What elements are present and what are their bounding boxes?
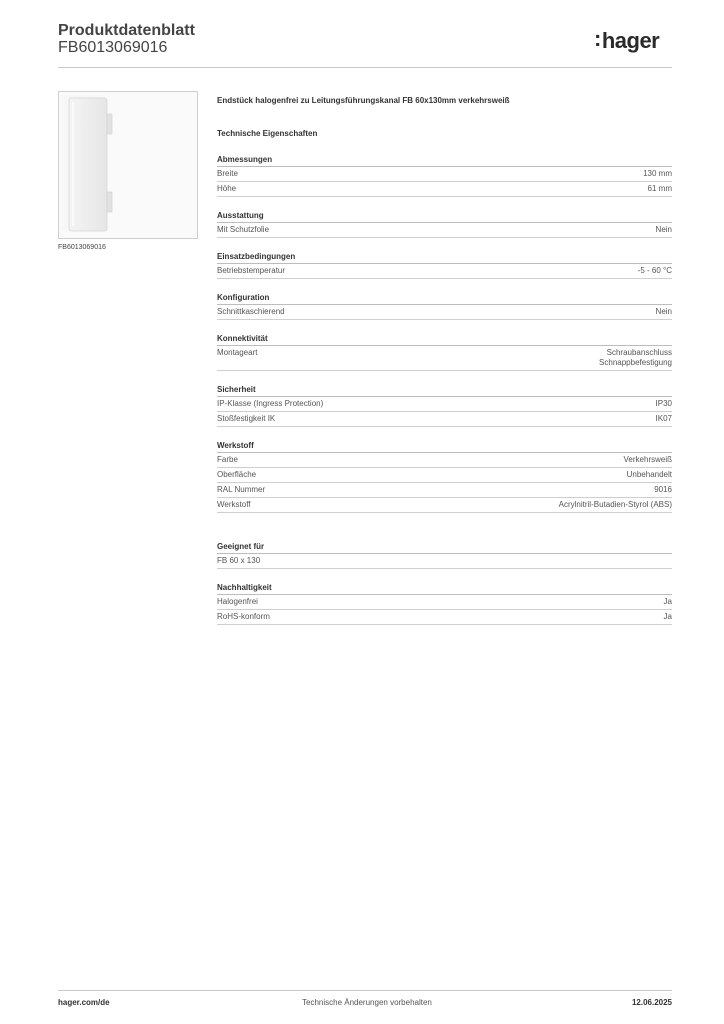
property-row	[217, 167, 672, 182]
property-section	[217, 441, 672, 513]
property-value	[656, 414, 672, 424]
property-row	[217, 264, 672, 279]
image-caption: FB6013069016	[58, 244, 106, 251]
header-divider	[58, 67, 672, 68]
logo-dots: :	[594, 26, 601, 51]
property-row	[217, 397, 672, 412]
property-label: RAL Nummer	[217, 485, 266, 494]
section-title: Konfiguration	[217, 293, 672, 305]
property-section	[217, 542, 672, 569]
technical-data	[217, 96, 672, 625]
property-label: RoHS-konform	[217, 612, 270, 621]
property-label: IP-Klasse (Ingress Protection)	[217, 399, 324, 408]
property-section	[217, 211, 672, 238]
property-label: Schnittkaschierend	[217, 307, 285, 316]
article-number: FB6013069016	[58, 39, 168, 56]
property-value-line: Schraubanschluss	[606, 348, 672, 357]
section-title: Einsatzbedingungen	[217, 252, 672, 264]
logo-text: hager	[601, 28, 660, 53]
property-value-line: Nein	[655, 307, 672, 316]
property-value	[654, 485, 672, 495]
footer-date: 12.06.2025	[631, 998, 672, 1007]
footer-divider	[58, 990, 672, 991]
property-section	[217, 252, 672, 279]
property-value	[656, 225, 672, 235]
tech-properties-title: Technische Eigenschaften	[217, 129, 318, 138]
property-row	[217, 223, 672, 238]
property-label: Montageart	[217, 348, 258, 357]
section-title: Geeignet für	[217, 542, 672, 554]
property-row	[217, 346, 672, 371]
property-label: Stoßfestigkeit IK	[217, 414, 276, 423]
property-value	[656, 307, 672, 317]
property-row	[217, 453, 672, 468]
property-row	[217, 610, 672, 625]
property-section	[217, 583, 672, 625]
hager-logo	[594, 28, 659, 54]
property-row	[217, 412, 672, 427]
footer-disclaimer: Technische Änderungen vorbehalten	[302, 998, 432, 1007]
property-row	[217, 483, 672, 498]
property-value	[627, 470, 672, 480]
property-value-line: 130 mm	[643, 169, 672, 178]
property-row	[217, 305, 672, 320]
property-label: Werkstoff	[217, 500, 251, 509]
property-row	[217, 595, 672, 610]
property-label: Farbe	[217, 455, 238, 464]
property-value-line: Schnappbefestigung	[599, 358, 672, 367]
footer-website: hager.com/de	[58, 998, 110, 1007]
product-name: Endstück halogenfrei zu Leitungsführungskanal FB 60x130mm verkehrsweiß	[217, 96, 510, 105]
property-value-line: IK07	[655, 414, 672, 423]
property-value-line: Unbehandelt	[626, 470, 672, 479]
property-value-line: IP30	[655, 399, 672, 408]
property-label: Breite	[217, 169, 238, 178]
property-row	[217, 468, 672, 483]
property-label: Betriebstemperatur	[217, 266, 286, 275]
property-value	[643, 169, 672, 179]
property-section	[217, 155, 672, 197]
property-value-line: Nein	[655, 225, 672, 234]
section-title: Werkstoff	[217, 441, 672, 453]
property-value-line: Verkehrsweiß	[623, 455, 672, 464]
section-title: Abmessungen	[217, 155, 672, 167]
property-sections	[217, 155, 672, 625]
property-value-line: 9016	[654, 485, 672, 494]
property-label: Halogenfrei	[217, 597, 258, 606]
property-label: Höhe	[217, 184, 237, 193]
page-title: Produktdatenblatt	[58, 22, 195, 39]
product-image	[58, 91, 198, 239]
property-value-line: Ja	[663, 612, 672, 621]
property-section	[217, 334, 672, 371]
section-title: Nachhaltigkeit	[217, 583, 672, 595]
property-value-line: Acrylnitril-Butadien-Styrol (ABS)	[558, 500, 672, 509]
property-value	[559, 500, 672, 510]
section-title: Ausstattung	[217, 211, 672, 223]
property-section	[217, 385, 672, 427]
property-value	[664, 597, 672, 607]
property-row	[217, 498, 672, 513]
property-row	[217, 182, 672, 197]
property-value	[624, 455, 672, 465]
property-label: Mit Schutzfolie	[217, 225, 270, 234]
property-row	[217, 554, 672, 569]
property-value-line: Ja	[663, 597, 672, 606]
property-value	[599, 348, 672, 368]
property-value-line: -5 - 60 °C	[637, 266, 672, 275]
property-value	[638, 266, 672, 276]
section-title: Sicherheit	[217, 385, 672, 397]
property-value	[656, 399, 672, 409]
property-label: FB 60 x 130	[217, 556, 261, 565]
property-section	[217, 293, 672, 320]
property-value-line: 61 mm	[647, 184, 672, 193]
property-value	[648, 184, 672, 194]
section-title: Konnektivität	[217, 334, 672, 346]
property-value	[664, 612, 672, 622]
property-label: Oberfläche	[217, 470, 257, 479]
